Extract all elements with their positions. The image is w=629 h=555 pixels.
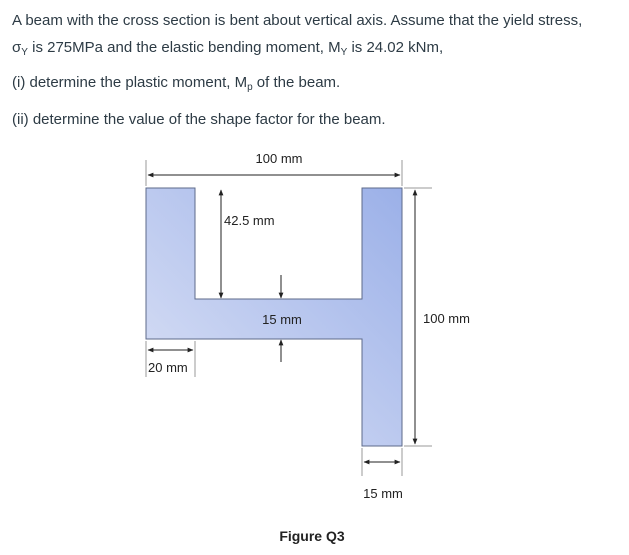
dim-left-label: 20 mm	[148, 360, 188, 375]
question-1-text: (i) determine the plastic moment, M	[12, 74, 248, 91]
dim-inner-label: 42.5 mm	[224, 213, 275, 228]
dim-bottom-label: 15 mm	[363, 486, 403, 501]
sigma-symbol: σ	[12, 39, 22, 56]
dim-web-label: 15 mm	[262, 312, 302, 327]
my-subscript: Y	[340, 47, 348, 58]
elastic-moment-text: is 24.02 kNm,	[347, 39, 444, 56]
problem-intro-text: A beam with the cross section is bent about vertical axis. Assume that the yield stress,	[12, 12, 583, 29]
dim-right-label: 100 mm	[423, 311, 470, 326]
dim-top-label: 100 mm	[255, 151, 303, 166]
question-2-text: (ii) determine the value of the shape factor for the beam.	[12, 111, 386, 128]
question-1-text-end: of the beam.	[252, 74, 341, 91]
sigma-subscript: Y	[21, 47, 28, 58]
mp-subscript: p	[247, 82, 253, 93]
yield-stress-text: is 275MPa and the elastic bending moment, M	[27, 39, 341, 56]
figure-caption: Figure Q3	[279, 528, 345, 544]
